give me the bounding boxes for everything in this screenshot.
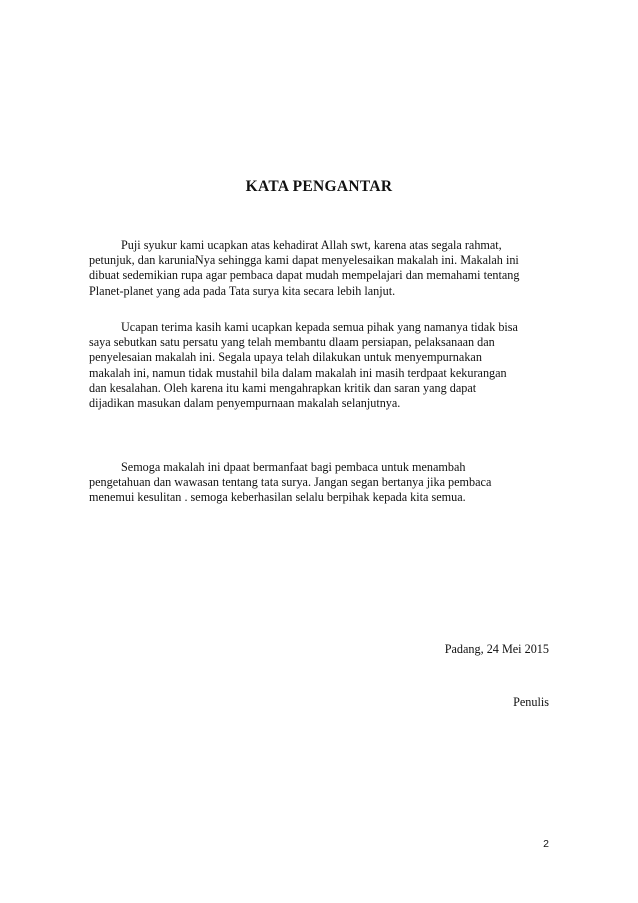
page-number: 2	[543, 838, 549, 850]
paragraph-line: Planet-planet yang ada pada Tata surya kita secara lebih lanjut.	[89, 283, 396, 298]
paragraph-line: menemui kesulitan . semoga keberhasilan selalu berpihak kepada kita semua.	[89, 490, 466, 505]
paragraph-line: petunjuk, dan karuniaNya sehingga kami dapat menyelesaikan makalah ini. Makalah ini	[89, 253, 519, 268]
author-signature: Penulis	[513, 695, 549, 709]
paragraph-line: Semoga makalah ini dpaat bermanfaat bagi pembaca untuk menambah	[121, 460, 466, 474]
paragraph-gratitude	[89, 238, 559, 299]
page-title: KATA PENGANTAR	[245, 178, 393, 195]
paragraph-line: Puji syukur kami ucapkan atas kehadirat Allah swt, karena atas segala rahmat,	[121, 238, 502, 252]
paragraph-line: penyelesaian makalah ini. Segala upaya telah dilakukan untuk menyempurnakan	[89, 350, 482, 365]
paragraph-line: dibuat sedemikian rupa agar pembaca dapat mudah mempelajari dan memahami tentang	[89, 268, 520, 283]
paragraph-line: makalah ini, namun tidak mustahil bila dalam makalah ini masih terdpaat kekurangan	[89, 365, 507, 380]
paragraph-line: pengetahuan dan wawasan tentang tata surya. Jangan segan bertanya jika pembaca	[89, 475, 492, 490]
place-date: Padang, 24 Mei 2015	[444, 642, 549, 656]
paragraph-closing	[89, 460, 559, 506]
paragraph-line: saya sebutkan satu persatu yang telah membantu dlaam persiapan, pelaksanaan dan	[89, 335, 495, 350]
paragraph-line: dijadikan masukan dalam penyempurnaan makalah selanjutnya.	[89, 396, 401, 411]
paragraph-line: dan kesalahan. Oleh karena itu kami mengahrapkan kritik dan saran yang dapat	[89, 380, 477, 395]
paragraph-thanks	[89, 320, 559, 411]
paragraph-line: Ucapan terima kasih kami ucapkan kepada semua pihak yang namanya tidak bisa	[121, 320, 518, 334]
